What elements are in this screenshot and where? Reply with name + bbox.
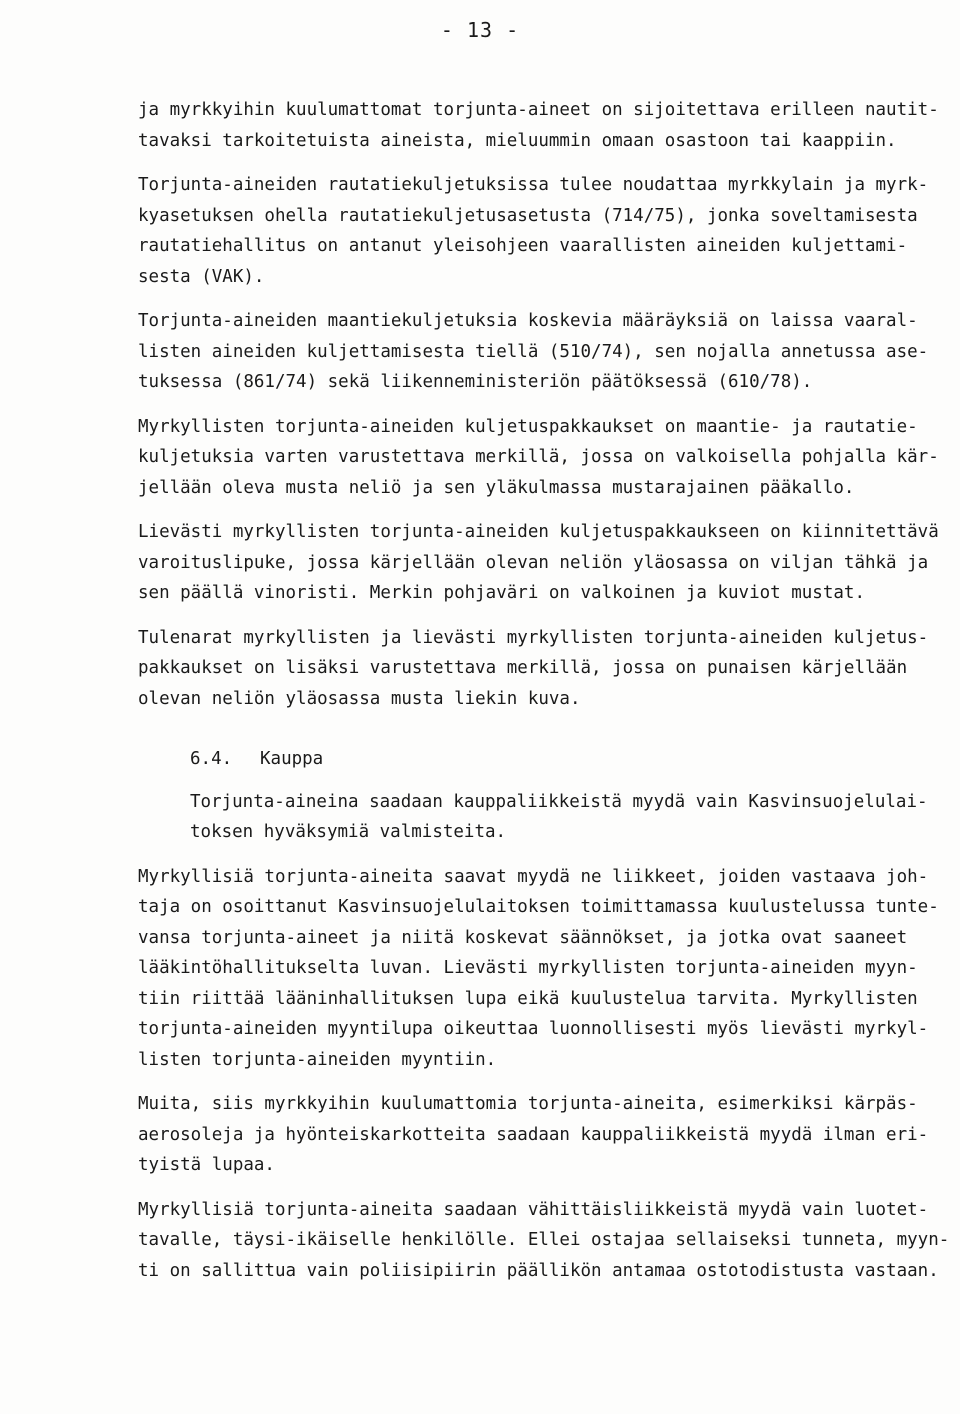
paragraph (138, 1089, 928, 1181)
text-line: tyistä lupaa. (138, 1155, 275, 1175)
paragraph (138, 623, 928, 715)
section-first-paragraph (190, 787, 928, 848)
paragraph (138, 306, 928, 398)
section-heading (190, 744, 928, 775)
text-line: torjunta-aineiden myyntilupa oikeuttaa luonnollisesti myös lievästi myrkyl- (138, 1019, 929, 1039)
text-line: pakkaukset on lisäksi varustettava merkillä, jossa on punaisen kärjellään (138, 658, 908, 678)
text-line: lääkintöhallitukselta luvan. Lievästi myrkyllisten torjunta-aineiden myyn- (138, 958, 918, 978)
section-number: 6.4. (190, 749, 233, 769)
text-line: aerosoleja ja hyönteiskarkotteita saadaan kauppaliikkeistä myydä ilman eri- (138, 1124, 929, 1145)
text-line: Myrkyllisiä torjunta-aineita saavat myydä ne liikkeet, joiden vastaava joh- (138, 866, 929, 887)
text-line: kyasetuksen ohella rautatiekuljetusasetusta (714/75), jonka soveltamisesta (138, 205, 918, 226)
paragraph (138, 412, 939, 504)
text-line: toksen hyväksymiä valmisteita. (190, 822, 507, 842)
text-line: kuljetuksia varten varustettava merkillä, jossa on valkoisella pohjalla kär- (138, 447, 939, 467)
text-line: listen aineiden kuljettamisesta tiellä (510/74), sen nojalla annetussa ase- (138, 341, 929, 362)
text-line: Lievästi myrkyllisten torjunta-aineiden kuljetuspakkaukseen on kiinnitettävä (138, 522, 939, 542)
text-line: ti on sallittua vain poliisipiirin päällikön antamaa ostotodistusta vastaan. (138, 1260, 939, 1281)
text-line: tavaksi tarkoitetuista aineista, mieluummin omaan osastoon tai kaappiin. (138, 130, 897, 151)
text-line: Myrkyllisten torjunta-aineiden kuljetuspakkaukset on maantie- ja rautatie- (138, 416, 918, 437)
text-line: listen torjunta-aineiden myyntiin. (138, 1049, 497, 1070)
paragraphs-before (138, 95, 939, 714)
paragraph (138, 1195, 950, 1287)
page-number: - 13 - (440, 18, 520, 42)
paragraph (138, 517, 939, 609)
text-line: Myrkyllisiä torjunta-aineita saadaan vähittäisliikkeistä myydä vain luotet- (138, 1199, 929, 1220)
text-line: jellään oleva musta neliö ja sen yläkulmassa mustarajainen pääkallo. (138, 477, 855, 498)
text-line: olevan neliön yläosassa musta liekin kuva. (138, 688, 581, 709)
text-line: ja myrkkyihin kuulumattomat torjunta-aineet on sijoitettava erilleen nautit- (138, 100, 939, 120)
paragraphs-after (138, 862, 950, 1287)
body-text (138, 95, 950, 1300)
paragraph (138, 862, 939, 1076)
text-line: Muita, siis myrkkyihin kuulumattomia torjunta-aineita, esimerkiksi kärpäs- (138, 1094, 918, 1114)
text-line: rautatiehallitus on antanut yleisohjeen vaarallisten aineiden kuljettami- (138, 236, 908, 256)
text-line: sen päällä vinoristi. Merkin pohjaväri on valkoinen ja kuviot mustat. (138, 583, 865, 603)
text-line: tuksessa (861/74) sekä liikenneministeriön päätöksessä (610/78). (138, 372, 813, 392)
text-line: Torjunta-aineiden rautatiekuljetuksissa tulee noudattaa myrkkylain ja myrk- (138, 175, 929, 195)
paragraph (138, 95, 939, 156)
paragraph (138, 170, 928, 292)
section-title: Kauppa (260, 749, 324, 769)
text-line: vansa torjunta-aineet ja niitä koskevat säännökset, ja jotka ovat saaneet (138, 927, 908, 948)
text-line: sesta (VAK). (138, 266, 265, 287)
text-line: tiin riittää lääninhallituksen lupa eikä kuulustelua tarvita. Myrkyllisten (138, 988, 918, 1009)
text-line: tavalle, täysi-ikäiselle henkilölle. Ellei ostajaa sellaiseksi tunneta, myyn- (138, 1230, 950, 1250)
text-line: Torjunta-aineiden maantiekuljetuksia koskevia määräyksiä on laissa vaaral- (138, 311, 918, 331)
text-line: taja on osoittanut Kasvinsuojelulaitoksen toimittamassa kuulustelussa tunte- (138, 897, 939, 917)
text-line: Torjunta-aineina saadaan kauppaliikkeistä myydä vain Kasvinsuojelulai- (190, 791, 928, 812)
text-line: varoituslipuke, jossa kärjellään olevan neliön yläosassa on viljan tähkä ja (138, 552, 929, 573)
text-line: Tulenarat myrkyllisten ja lievästi myrkyllisten torjunta-aineiden kuljetus- (138, 627, 929, 648)
